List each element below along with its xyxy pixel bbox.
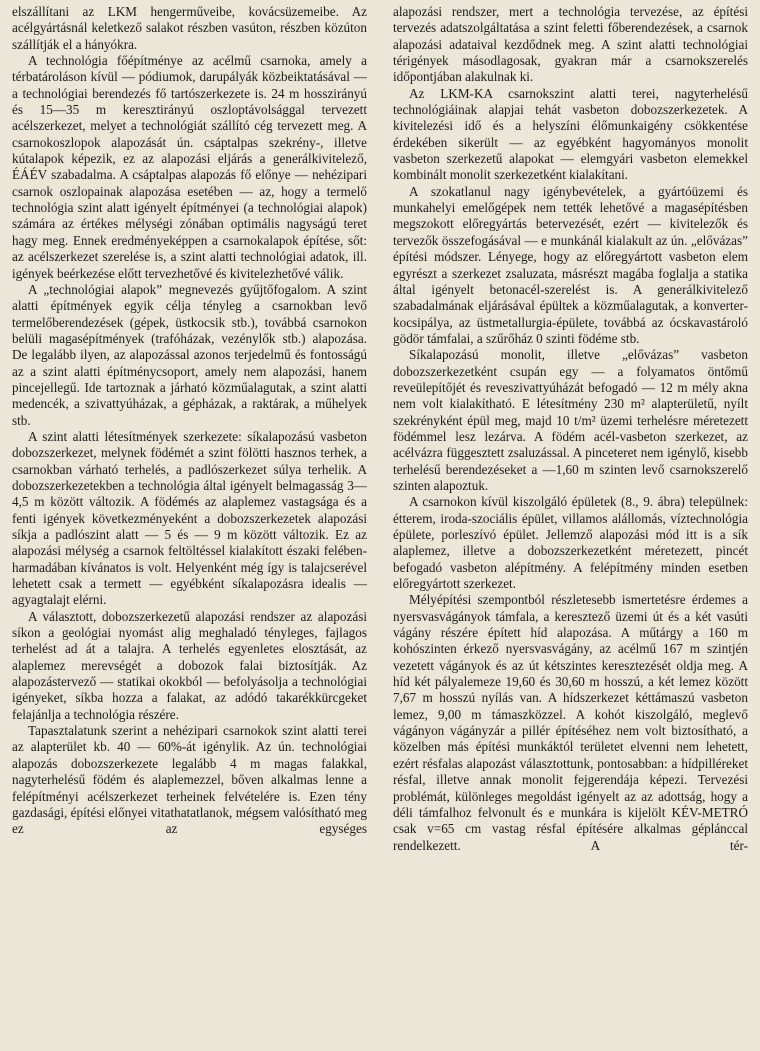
text-column-left: [12, 4, 367, 1051]
paragraph: Tapasztalatunk szerint a nehézipari csarnokok szint alatti terei az alapterület kb. 40 — 60%-át igénylik. Az ún. technológiai alapozás dobozszerkezete legalább 4 m magas falakkal, nagyterhelésű födém és alaplemezzel, bőven alkalmas lenne a felépítményi acélszerkezet terheinek felvételére is. Ezen tény gazdasági, építési előnyei vitathatatlanok, mégsem valósítható meg ez az egységes: [12, 723, 367, 837]
paragraph: Az LKM-KA csarnokszint alatti terei, nagyterhelésű technológiáinak alapjai tehát vasbeton dobozszerkezetek. A kivitelezési idő és a helyszíni élőmunkaigény csökkentése érdekében sikerült — az egyébként hagyományos monolit vasbeton szerkezetű alapokat — elemgyári vasbeton elemekkel kombinált monolit szerkezetként kialakítani.: [393, 85, 748, 183]
paragraph: Mélyépítési szempontból részletesebb ismertetésre érdemes a nyersvasvágányok támfala, a keresztező üzemi út és a két vasúti vágány részére épített híd alapozása. A műtárgy a 160 m kohószinten érkező nyersvasvágány, az acélmű 167 m szintjén vezetett vágányok és az út kétszintes keresztezését oldja meg. A híd két pályalemeze 19,60 és 30,60 m hosszú, a két lemez között 7,67 m hosszú nyílás van. A hídszerkezet kéttámaszú vasbeton lemez, 9,00 m támaszközzel. A kohót kiszolgáló, meglevő vágányon vágányzár a pillér építéséhez nem volt biztosítható, a közelben más építési munkáktól területet elvenni nem lehetett, ezért résfalas alapozást választottunk, pontosabban: a hídpilléreket résfal, illetve annak monolit fejgerendája képezi. Tervezési problémát, különleges megoldást igényelt az az adottság, hogy a déli támfalhoz felvonult és e munkára is kijelölt KÉV-METRÓ csak v=65 cm vastag résfal építésére alkalmas géplánccal rendelkezett. A tér-: [393, 592, 748, 853]
paragraph: elszállítani az LKM hengerműveibe, kovácsüzemeibe. Az acélgyártásnál keletkező salakot részben vasúton, részben közúton szállítják el a hányókra.: [12, 4, 367, 52]
paragraph: A csarnokon kívül kiszolgáló épületek (8., 9. ábra) települnek: étterem, iroda-szociális épület, villamos alállomás, víztechnológia épülete, porleszívó épület. Jellemző alapozási mód itt is a sík alaplemez, illetve a dobozszerkezetként méretezett, pincét befogadó vasbeton alépítmény. A felépítmény minden esetben előregyártott szerkezet.: [393, 494, 748, 592]
paragraph: A választott, dobozszerkezetű alapozási rendszer az alapozási síkon a geológiai nyomást alig meghaladó tényleges, fajlagos terhelést ad át a talajra. A terhelés egyenletes elosztását, az alaplemez merevségét a dobozok falai biztosítják. Az alapozástervező — statikai okokból — befolyásolja a technológiai igényeket, síkba hozza a falakat, az adódó takarékkürcgeket felajánlja a technológia részére.: [12, 608, 367, 722]
paragraph: A szokatlanul nagy igénybevételek, a gyártóüzemi és munkahelyi emelőgépek nem tették lehetővé a magasépítésben megszokott előregyártás betervezését, ezért — kivitelezők és tervezők összefogásával — e munkánál kialakult az ún. „elővázas” építési módszer. Lényege, hogy az előregyártott vasbeton elem egyrészt a szerkezet zsaluzata, másrészt magába foglalja a statika által igényelt betonacél-szerelést is. A generálkivitelező szabadalmának eljárásával épültek a közműalagutak, a konverter-kocsipálya, az üstmetallurgia-épülete, továbbá az ócskavastároló gödör támfalai, a szűrőház 0 szinti födéme stb.: [393, 183, 748, 346]
paragraph: A szint alatti létesítmények szerkezete: síkalapozású vasbeton dobozszerkezet, melynek födémét a szint fölötti hasznos terhek, a csarnokban várható terhelés, a padlószerkezet súlya terhelik. A dobozszerkezetekben a technológia által igényelt belmagasság 3—4,5 m között változik. A födémés az alaplemez vastagsága és a fenti igények következményeként a dobozszerkezetek alapozási síkja a padlószint alatt — 5 és — 9 m között változik. Ez az alapozási mélység a csarnok feltöltéssel kialakított északi felében-harmadában kívánatos is volt. Helyenként még így is talajcserével lehetett csak a termett — egyébként síkalapozásra idealis — agyagtalajt elérni.: [12, 428, 367, 608]
paragraph: alapozási rendszer, mert a technológia tervezése, az építési tervezés adatszolgáltatása a szint feletti főberendezések, a csarnok alapozási adataival kezdődnek meg. A szint alatti technológiai térigények másodlagosak, gyakran már a csarnokszerelés időpontjában alakulnak ki.: [393, 4, 748, 85]
paragraph: A „technológiai alapok” megnevezés gyűjtőfogalom. A szint alatti építmények egyik célja tényleg a csarnokban levő termelőberendezések (gépek, üstkocsik stb.), továbbá csarnokon belüli magasépítmények (trafóházak, vezénylők stb.) alapozása. De legalább ilyen, az alapozással azonos terjedelmű és fontosságú az a szint alatti építménycsoport, amely nem alapozási, hanem pincejellegű. Ide tartoznak a járható közműalagutak, a szint alatti medencék, a szivattyúházak, a gépházak, a raktárak, a műhelyek stb.: [12, 281, 367, 428]
paragraph: A technológia főépítménye az acélmű csarnoka, amely a térbatároláson kívül — pódiumok, darupályák közbeiktatásával — a technológiai berendezés fő tartószerkezete is. 24 m hosszirányú és 15—35 m keresztirányú oszloptávolsággal tervezett acélszerkezet, melyet a technológiát szállító cég tervezett meg. A csarnokoszlopok alapozását ún. csáptalpas szekrény-, illetve kútalapok képezik, ez az alapozási eljárás a generálkivitelező, ÉÁÉV szabadalma. A csáptalpas alapozás fő előnye — nehézipari csarnok oszlopainak alapozása esetében — az, hogy a termelő technológia szint alatt igényelt építményei (a technológiai alapok) számára az értékes mélységi zónában optimális nagyságú teret hagy meg. Ennek eredményeképpen a csarnokalapok építése, sőt: az acélszerkezet szerelése is, a szint alatti technológiai adatok, ill. igények beérkezése előtt tervezhetővé és kivitelezhetővé válik.: [12, 53, 367, 281]
paragraph: Síkalapozású monolit, illetve „elővázas” vasbeton dobozszerkezetként csupán egy — a folyamatos öntőmű reveülepítőjét és reveszivattyúházát befogadó — 12 m mély akna nem volt kialakítható. E létesítmény 230 m² alapterületű, nyílt szekrényként épül meg, majd 10 t/m² üzemi terhelésre méretezett födémmel lesz lezárva. A födém acél-vasbeton szerkezet, az acélvázra függesztett zsaluzással. A pinceteret nem igénylő, kisebb terhelésű berendezéseket a —1,60 m szinten levő csarnokszerelő szinten alapoztuk.: [393, 347, 748, 493]
text-column-right: [393, 4, 748, 1051]
